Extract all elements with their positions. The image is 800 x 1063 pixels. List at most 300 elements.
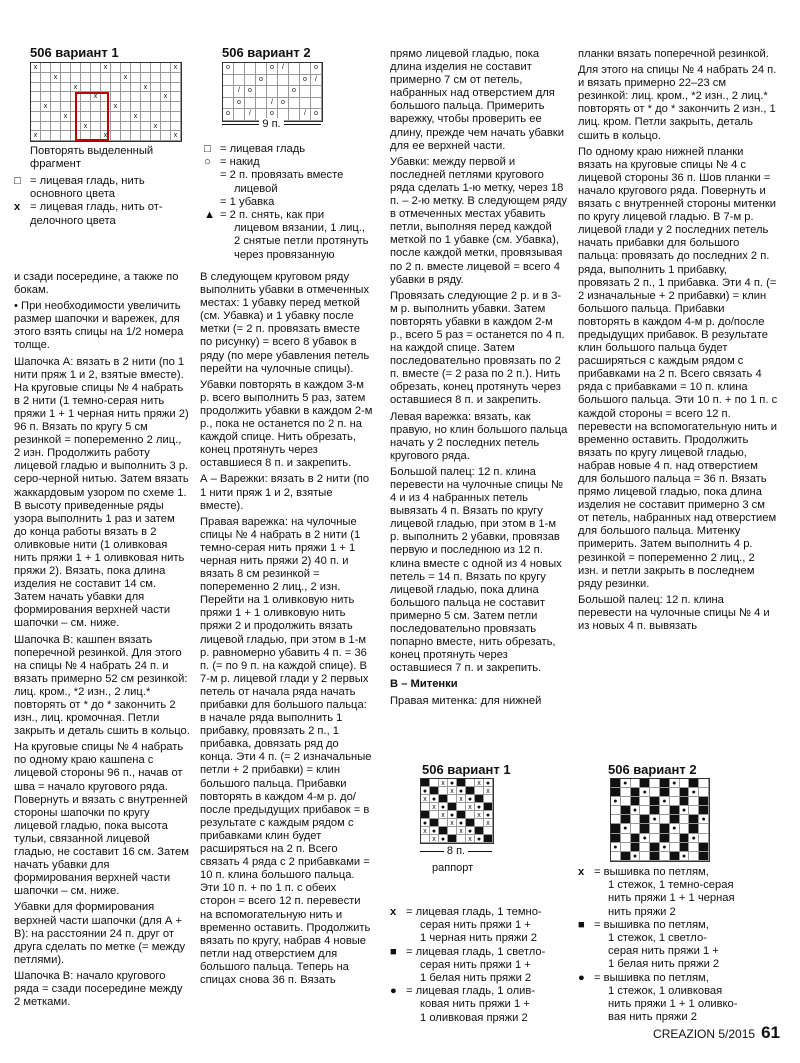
chart-cell bbox=[621, 806, 631, 815]
chart-cell bbox=[680, 824, 690, 833]
chart-cell bbox=[421, 803, 430, 811]
chart-cell bbox=[51, 83, 61, 93]
chart-cell bbox=[121, 63, 131, 73]
chart-cell bbox=[289, 109, 300, 121]
chart-cell bbox=[650, 779, 660, 788]
chart-cell bbox=[111, 131, 121, 141]
chart-cell: ● bbox=[621, 779, 631, 788]
chart-cell bbox=[171, 112, 181, 122]
chart-cell: ● bbox=[680, 852, 690, 861]
text-column-3: прямо лицевой гладью, пока длина изделия не составит примерно 7 см от петель, набранных над отверстием для большого пальца. Примерить варежку, чтобы проверить ее длину, прежде чем начать убавки для ее верхней части. Убавки: между первой и последней петлями кругового ряда сделать 1-ю метку, через 18 п. – 2-ю метку. В следующем ряду в отмеченных местах убавить петли, выполняя перед каждой меткой по 1 убавке (см. Убавка), после каждой метки, провязывая по 2 п. вместе лицевой = всего 4 убавки в ряду. Провязать следующие 2 р. и в 3-м р. выполнить убавки. Затем повторять убавки в каждом 2-м р., всего 5 раз = останется по 4 п. на каждой спице. Затем последовательно провязать по 2 п. вместе (= 2 раза по 2 п.). Нить обрезать, конец протянуть через оставшиеся 8 п. и закрепить. Левая варежка: вязать, как правую, но клин большого пальца начать у 2 последних петель кругового ряда. Большой палец: 12 п. клина перевести на чулочные спицы № 4 и из 4 набранных петель вывязать 4 п. Вязать по кругу лицевой гладью, при этом в 1-м р. выполнить 2 убавки, провязав первую и последнюю из 12 п. клина вместе с одной из 4 новых петель = 14 п. Вязать по кругу лицевой гладью, пока длина большого пальца не составит примерно 5 см. Затем петли последовательно провязать попарно вместе, нить обрезать, конец протянуть через оставшиеся 7 п. и закрепить. В – Митенки Правая митенка: для нижней bbox=[390, 48, 568, 707]
chart-cell: x bbox=[161, 92, 171, 102]
chart-cell: x bbox=[61, 112, 71, 122]
chart-cell bbox=[234, 109, 245, 121]
chart-cell: o bbox=[289, 86, 300, 98]
chart-cell bbox=[141, 63, 151, 73]
chart-cell bbox=[111, 63, 121, 73]
chart-cell bbox=[421, 811, 430, 819]
chart-cell bbox=[41, 73, 51, 83]
chart-cell: x bbox=[131, 112, 141, 122]
chart-cell: x bbox=[448, 819, 457, 827]
chart-cell bbox=[457, 835, 466, 843]
chart-cell bbox=[51, 131, 61, 141]
chart-cell bbox=[611, 852, 621, 861]
chart-cell: o bbox=[311, 109, 322, 121]
chart-cell: / bbox=[234, 86, 245, 98]
chart-cell bbox=[61, 122, 71, 132]
chart-cell bbox=[289, 75, 300, 87]
chart-cell: ● bbox=[689, 834, 699, 843]
chart-cell bbox=[171, 92, 181, 102]
chart3-grid bbox=[420, 778, 494, 844]
chart-cell bbox=[650, 834, 660, 843]
chart-cell bbox=[457, 779, 466, 787]
chart-cell bbox=[430, 819, 439, 827]
chart-cell: ● bbox=[680, 806, 690, 815]
chart-cell bbox=[699, 806, 709, 815]
chart-cell: ● bbox=[439, 835, 448, 843]
chart-cell bbox=[151, 102, 161, 112]
chart-cell bbox=[141, 112, 151, 122]
chart-cell: x bbox=[171, 63, 181, 73]
chart-cell: ● bbox=[430, 827, 439, 835]
chart-cell: / bbox=[245, 109, 256, 121]
chart-cell: ● bbox=[699, 815, 709, 824]
chart-cell bbox=[621, 834, 631, 843]
chart-cell: ● bbox=[421, 819, 430, 827]
chart-cell bbox=[300, 63, 311, 75]
chart-cell bbox=[611, 779, 621, 788]
chart-cell bbox=[61, 73, 71, 83]
chart2-span: 9 п. bbox=[222, 124, 321, 137]
chart-cell bbox=[171, 122, 181, 132]
chart-cell bbox=[611, 834, 621, 843]
chart-cell bbox=[111, 92, 121, 102]
chart-cell bbox=[670, 852, 680, 861]
chart-cell bbox=[131, 92, 141, 102]
chart-cell bbox=[51, 92, 61, 102]
chart-cell bbox=[223, 75, 234, 87]
chart-cell bbox=[611, 806, 621, 815]
page-number: 61 bbox=[761, 1023, 780, 1042]
chart-cell: / bbox=[267, 98, 278, 110]
chart-cell bbox=[475, 819, 484, 827]
chart-cell bbox=[61, 83, 71, 93]
chart-cell: x bbox=[71, 83, 81, 93]
chart-cell bbox=[41, 63, 51, 73]
chart-cell: x bbox=[121, 73, 131, 83]
chart-cell: x bbox=[421, 827, 430, 835]
chart-cell bbox=[31, 102, 41, 112]
chart-cell: ● bbox=[421, 787, 430, 795]
chart-cell bbox=[439, 795, 448, 803]
chart-cell bbox=[161, 73, 171, 83]
chart-cell bbox=[689, 779, 699, 788]
chart-cell bbox=[660, 779, 670, 788]
chart-cell: x bbox=[101, 63, 111, 73]
chart-cell bbox=[256, 98, 267, 110]
chart-cell: x bbox=[151, 122, 161, 132]
chart-cell bbox=[699, 779, 709, 788]
chart-cell: x bbox=[457, 827, 466, 835]
chart-cell bbox=[611, 788, 621, 797]
chart-cell: o bbox=[256, 75, 267, 87]
chart-cell bbox=[101, 83, 111, 93]
chart-cell bbox=[245, 98, 256, 110]
chart-cell: ● bbox=[650, 815, 660, 824]
chart-cell bbox=[439, 787, 448, 795]
chart-cell bbox=[223, 86, 234, 98]
chart-cell bbox=[448, 835, 457, 843]
chart-cell bbox=[161, 63, 171, 73]
chart-cell bbox=[91, 83, 101, 93]
chart-cell bbox=[631, 815, 641, 824]
chart-cell bbox=[151, 63, 161, 73]
chart-cell bbox=[466, 779, 475, 787]
chart-cell bbox=[41, 83, 51, 93]
chart-cell bbox=[680, 779, 690, 788]
chart-cell bbox=[151, 73, 161, 83]
chart-cell: ● bbox=[660, 843, 670, 852]
chart-cell: x bbox=[41, 102, 51, 112]
chart-cell bbox=[475, 827, 484, 835]
chart-cell bbox=[151, 131, 161, 141]
chart-cell: x bbox=[421, 795, 430, 803]
chart-cell bbox=[689, 815, 699, 824]
chart-cell bbox=[278, 75, 289, 87]
chart-cell: / bbox=[311, 75, 322, 87]
chart-cell: ● bbox=[631, 806, 641, 815]
chart-cell: x bbox=[101, 131, 111, 141]
chart-cell bbox=[267, 86, 278, 98]
chart-cell bbox=[41, 112, 51, 122]
chart-cell: ● bbox=[660, 797, 670, 806]
chart3-legend: x = лицевая гладь, 1 темно- серая нить пряжи 1 + 1 черная нить пряжи 2 ■ = лицевая гладь, 1 светло- серая нить пряжи 1 + 1 белая нить пряжи 2 ● = лицевая гладь, 1 олив- ковая нить пряжи 1 + 1 оливковая пряжи 2 bbox=[390, 906, 546, 1024]
chart-cell bbox=[51, 63, 61, 73]
chart-cell bbox=[448, 827, 457, 835]
legend-symbol: x bbox=[14, 201, 21, 214]
chart-cell bbox=[41, 92, 51, 102]
chart-cell bbox=[650, 843, 660, 852]
chart-cell bbox=[141, 92, 151, 102]
chart-cell: x bbox=[171, 131, 181, 141]
chart-cell bbox=[689, 843, 699, 852]
chart-cell bbox=[689, 824, 699, 833]
chart-cell bbox=[466, 811, 475, 819]
chart-cell bbox=[245, 63, 256, 75]
chart-cell: o bbox=[223, 63, 234, 75]
chart-cell: ● bbox=[457, 819, 466, 827]
chart2-title: 506 вариант 2 bbox=[222, 45, 311, 60]
chart-cell bbox=[234, 75, 245, 87]
chart-cell bbox=[151, 83, 161, 93]
chart-cell: x bbox=[475, 779, 484, 787]
chart-cell: ● bbox=[670, 824, 680, 833]
page-footer bbox=[653, 1023, 780, 1043]
chart-cell bbox=[631, 797, 641, 806]
chart-cell bbox=[71, 73, 81, 83]
chart-cell bbox=[121, 102, 131, 112]
chart-cell bbox=[171, 83, 181, 93]
chart-cell: x bbox=[457, 795, 466, 803]
chart-cell: o bbox=[300, 75, 311, 87]
chart-cell bbox=[631, 843, 641, 852]
chart-cell bbox=[448, 803, 457, 811]
chart-cell bbox=[660, 815, 670, 824]
chart-cell bbox=[81, 73, 91, 83]
chart-cell bbox=[640, 797, 650, 806]
chart-cell bbox=[457, 803, 466, 811]
chart-cell bbox=[131, 131, 141, 141]
chart-cell bbox=[91, 63, 101, 73]
chart-cell bbox=[660, 788, 670, 797]
chart-cell bbox=[121, 92, 131, 102]
chart-cell bbox=[484, 795, 493, 803]
chart-cell bbox=[256, 63, 267, 75]
chart-cell bbox=[670, 843, 680, 852]
chart-cell bbox=[111, 73, 121, 83]
chart-cell bbox=[430, 787, 439, 795]
chart-cell: x bbox=[439, 779, 448, 787]
chart-cell bbox=[466, 819, 475, 827]
chart-cell bbox=[448, 795, 457, 803]
chart-cell bbox=[31, 83, 41, 93]
chart-cell: ● bbox=[689, 788, 699, 797]
chart-cell bbox=[457, 811, 466, 819]
chart-cell bbox=[699, 852, 709, 861]
chart-cell bbox=[660, 824, 670, 833]
chart-cell: x bbox=[484, 819, 493, 827]
chart-cell bbox=[680, 834, 690, 843]
chart-cell: x bbox=[141, 83, 151, 93]
chart-cell bbox=[121, 83, 131, 93]
chart4-legend: x = вышивка по петлям, 1 стежок, 1 темно-серая нить пряжи 1 + 1 черная нить пряжи 2 ■ = вышивка по петлям, 1 стежок, 1 светло- серая нить пряжи 1 + 1 белая нить пряжи 2 ● = вышивка по петлям, 1 стежок, 1 оливковая нить пряжи 1 + 1 оливко- вая нить пряжи 2 bbox=[578, 866, 738, 1024]
chart-cell bbox=[421, 835, 430, 843]
chart-cell bbox=[141, 122, 151, 132]
chart-cell: ● bbox=[640, 788, 650, 797]
chart-cell: ● bbox=[631, 852, 641, 861]
chart-cell bbox=[640, 843, 650, 852]
chart-cell bbox=[650, 806, 660, 815]
chart-cell bbox=[161, 83, 171, 93]
chart-cell: ● bbox=[466, 827, 475, 835]
chart1-legend: □ = лицевая гладь, нить основного цвета x = лицевая гладь, нить от- делочного цвета bbox=[14, 175, 163, 227]
chart-cell bbox=[234, 63, 245, 75]
chart-cell bbox=[51, 102, 61, 112]
magazine-name: CREAZION 5/2015 bbox=[653, 1027, 756, 1041]
chart-cell bbox=[680, 797, 690, 806]
chart-cell bbox=[640, 806, 650, 815]
chart-cell bbox=[171, 73, 181, 83]
chart-cell bbox=[621, 852, 631, 861]
chart-cell bbox=[121, 122, 131, 132]
chart-cell bbox=[699, 834, 709, 843]
chart-cell: ● bbox=[611, 797, 621, 806]
chart-cell bbox=[699, 788, 709, 797]
chart-cell bbox=[699, 824, 709, 833]
chart-cell bbox=[121, 131, 131, 141]
chart-cell bbox=[91, 73, 101, 83]
chart-cell: / bbox=[278, 63, 289, 75]
chart-cell bbox=[650, 797, 660, 806]
chart-cell bbox=[670, 834, 680, 843]
chart-cell bbox=[223, 98, 234, 110]
chart-cell bbox=[631, 824, 641, 833]
legend-symbol: □ bbox=[14, 175, 21, 187]
chart-cell bbox=[51, 112, 61, 122]
chart-cell bbox=[151, 92, 161, 102]
chart1-title: 506 вариант 1 bbox=[30, 45, 119, 60]
chart-cell bbox=[267, 75, 278, 87]
chart-cell: x bbox=[448, 787, 457, 795]
chart-cell bbox=[466, 787, 475, 795]
chart-cell bbox=[111, 112, 121, 122]
chart-cell bbox=[670, 797, 680, 806]
chart-cell bbox=[439, 819, 448, 827]
chart-cell bbox=[151, 112, 161, 122]
chart-cell bbox=[484, 835, 493, 843]
chart-cell bbox=[680, 843, 690, 852]
chart-cell: x bbox=[466, 803, 475, 811]
chart-cell bbox=[660, 806, 670, 815]
chart-cell bbox=[131, 63, 141, 73]
chart-cell: ● bbox=[484, 811, 493, 819]
chart1-caption: Повторять выделенный фрагмент bbox=[30, 145, 154, 171]
chart-cell bbox=[689, 852, 699, 861]
chart3-title: 506 вариант 1 bbox=[422, 762, 511, 777]
chart-cell bbox=[699, 843, 709, 852]
chart-cell bbox=[699, 797, 709, 806]
text-column-2: В следующем круговом ряду выполнить убавки в отмеченных местах: 1 убавку перед меткой (см. Убавка) и 1 убавку после метки (= 2 п. провязать вместе по рисунку) = всего 8 убавок в ряду (по мере убавления петель перейти на чулочные спицы). Убавки повторять в каждом 3-м р. всего выполнить 5 раз, затем продолжить убавки в каждом 2-м р., пока не останется по 2 п. на каждой спице. Нить обрезать, конец протянуть через оставшиеся 8 п. и закрепить. А – Варежки: вязать в 2 нити (по 1 нити пряж 1 и 2, взятые вместе). Правая варежка: на чулочные спицы № 4 набрать в 2 нити (1 темно-серая нить пряжи 1 + 1 черная нить пряжи 2) 40 п. и вязать 8 см резинкой = попеременно 2 лиц., 2 изн. Перейти на 1 оливковую нить пряжи 1 + 1 оливковую нить пряжи 2 и продолжить вязать лицевой гладью, при этом в 1-м р. равномерно убавить 4 п. = 36 п. (= по 9 п. на каждой спице). В 7-м р. лицевой глади у 2 первых петель от начала ряда начать прибавки для большого пальца: в начале ряда выполнить 1 прибавку, провязать 2 п., 1 прибавка, довязать ряд до конца. Эти 4 п. (= 2 изначальные петли + 2 прибавки) = клин большого пальца. Прибавки повторять в каждом 4-м р. до/после предыдущих прибавок = в результате с каждым рядом с прибавками клин будет расширяться на 2 п. Всего связать 4 ряда с 2 прибавками = 10 п. клина большого пальца. Эти 10 п. + по 1 п. с обеих сторон = всего 12 п. перевести на вспомогательную нить и временно оставить. Продолжить вязать по кругу, набрав 4 новые петли над отверстием для большого пальца. Теперь на спицах снова 36 п. Вязать bbox=[200, 271, 373, 986]
text-column-4: планки вязать поперечной резинкой. Для этого на спицы № 4 набрать 24 п. и вязать примерно 22–23 см резинкой: лиц. кром., *2 изн., 2 лиц.* повторять от * до * закончить 2 изн., 1 лиц. кром. Петли закрыть, деталь сшить в кольцо. По одному краю нижней планки вязать на круговые спицы № 4 с лицевой стороны 36 п. Шов планки = начало кругового ряда. Повернуть и вязать с внутренней стороны митенки по кругу лицевой гладью. В 7-м р. лицевой глади у 2 последних петель начать прибавки для большого пальца: провязать до последних 2 п. ряда, выполнить 1 прибавку, провязать 2 п., 1 прибавка. Эти 4 п. (= 2 изначальные + 2 прибавки) = клин большого пальца. Прибавки повторять в каждом 4-м р. до/после предыдущих прибавок. В результате клин большого пальца будет расширяться с каждым рядом с прибавками на 2 п. Всего связать 4 ряда с прибавками = 10 п. клина большого пальца. Эти 10 п. + по 1 п. с каждой стороны = всего 12 п. перевести на вспомогательную нить и временно оставить. Продолжить вязать по кругу лицевой гладью, набрав новые 4 п. над отверстием для большого пальца = 36 п. Вязать прямо лицевой гладью, пока длина изделия не составит примерно 3 см от петель, набранных над отверстием для большого пальца. Митенку примерить. Затем выполнить 4 р. резинкой = попеременно 2 лиц., 2 изн. и петли закрыть в последнем ряду резинки. Большой палец: 12 п. клина перевести на чулочные спицы № 4 и из новых 4 п. вывязать bbox=[578, 48, 778, 633]
chart-cell: x bbox=[439, 811, 448, 819]
chart1-highlight bbox=[75, 92, 109, 141]
chart-cell: ● bbox=[448, 779, 457, 787]
chart-cell: x bbox=[475, 811, 484, 819]
chart4-title: 506 вариант 2 bbox=[608, 762, 697, 777]
chart-cell bbox=[650, 788, 660, 797]
chart-cell: x bbox=[111, 102, 121, 112]
chart-cell bbox=[300, 98, 311, 110]
chart-cell bbox=[621, 815, 631, 824]
chart4-grid bbox=[610, 778, 710, 862]
chart-cell bbox=[611, 824, 621, 833]
chart2-grid bbox=[222, 62, 323, 122]
chart-cell bbox=[31, 112, 41, 122]
chart-cell bbox=[421, 779, 430, 787]
chart-cell: x bbox=[31, 131, 41, 141]
chart-cell: ● bbox=[466, 795, 475, 803]
chart-cell: ● bbox=[457, 787, 466, 795]
chart-cell: ● bbox=[475, 835, 484, 843]
chart-cell: x bbox=[51, 73, 61, 83]
chart-cell bbox=[670, 788, 680, 797]
chart-cell: ● bbox=[621, 824, 631, 833]
chart-cell: x bbox=[484, 787, 493, 795]
chart-cell bbox=[141, 131, 151, 141]
chart-cell bbox=[61, 63, 71, 73]
chart-cell: ● bbox=[640, 834, 650, 843]
chart-cell bbox=[640, 824, 650, 833]
chart-cell bbox=[278, 86, 289, 98]
chart-cell bbox=[621, 788, 631, 797]
chart-cell bbox=[245, 75, 256, 87]
chart-cell bbox=[430, 779, 439, 787]
chart-cell bbox=[660, 852, 670, 861]
chart-cell bbox=[660, 834, 670, 843]
chart-cell bbox=[111, 122, 121, 132]
chart-cell bbox=[484, 827, 493, 835]
chart-cell bbox=[670, 806, 680, 815]
chart-cell bbox=[81, 83, 91, 93]
chart-cell bbox=[621, 843, 631, 852]
chart-cell: x bbox=[430, 803, 439, 811]
chart-cell: x bbox=[91, 92, 101, 102]
chart-cell bbox=[475, 795, 484, 803]
chart-cell bbox=[71, 63, 81, 73]
chart-cell bbox=[640, 779, 650, 788]
text-column-1: и сзади посередине, а также по бокам. • При необходимости увеличить размер шапочки и варежек, для этого взять спицы на 1/2 номера толще. Шапочка А: вязать в 2 нити (по 1 нити пряж 1 и 2, взятые вместе). На круговые спицы № 4 набрать в 2 нити (1 темно-серая нить пряжи 1 + 1 черная нить пряжи 2) 96 п. Вязать по кругу 5 см резинкой = попеременно 2 лиц., 2 изн. Продолжить работу лицевой гладью и выполнить 3 р. серо-черной нитью. Затем вязать жаккардовым узором по схеме 1. В высоту приведенные ряды узора выполнить 1 раз и затем до конца работы вязать в 2 оливковые нити (1 оливковая нить пряжи 1 + 1 оливковая нить пряжи 2). Вязать, пока длина изделия не составит 14 см. Затем начать убавки для формирования верхней части шапочки – см. ниже. Шапочка В: кашпен вязать поперечной резинкой. Для этого на спицы № 4 набрать 24 п. и вязать примерно 52 см резинкой: лиц. кром., *2 изн., 2 лиц.* повторять от * до * закончить 2 изн., лиц. кромочная. Петли закрыть и деталь сшить в кольцо. На круговые спицы № 4 набрать по одному краю кашпена с лицевой стороны 96 п., начав от шва = начало кругового ряда. Повернуть и вязать с внутренней стороны шапочки по кругу лицевой гладью, пока высота тульи, связанной лицевой гладью, не составит 16 см. Затем начать убавки для формирования верхней части шапочки – см. ниже. Убавки для формирования верхней части шапочки (для А + В): на расстоянии 24 п. друг от друга сделать по метке (= между петлями). Шапочка В: начало кругового ряда = сзади посередине между 2 метками. bbox=[14, 271, 190, 1009]
chart-cell bbox=[31, 92, 41, 102]
chart-cell: ● bbox=[448, 811, 457, 819]
chart-cell bbox=[289, 63, 300, 75]
chart-cell bbox=[300, 86, 311, 98]
chart-cell: o bbox=[234, 98, 245, 110]
chart-cell bbox=[311, 86, 322, 98]
chart-cell: ● bbox=[670, 779, 680, 788]
chart-cell bbox=[131, 122, 141, 132]
chart-cell bbox=[41, 131, 51, 141]
chart-cell: x bbox=[430, 835, 439, 843]
chart-cell bbox=[670, 815, 680, 824]
chart-cell: x bbox=[466, 835, 475, 843]
chart-cell bbox=[689, 806, 699, 815]
chart-cell bbox=[311, 98, 322, 110]
chart-cell: ● bbox=[475, 803, 484, 811]
chart-cell bbox=[141, 73, 151, 83]
chart-cell bbox=[631, 834, 641, 843]
chart-cell bbox=[631, 788, 641, 797]
chart-cell bbox=[256, 86, 267, 98]
chart-cell bbox=[631, 779, 641, 788]
chart-cell bbox=[141, 102, 151, 112]
chart-cell bbox=[289, 98, 300, 110]
chart-cell bbox=[131, 83, 141, 93]
chart-cell bbox=[680, 788, 690, 797]
chart-cell bbox=[131, 102, 141, 112]
chart-cell bbox=[439, 827, 448, 835]
chart-cell: x bbox=[81, 122, 91, 132]
chart-cell bbox=[161, 112, 171, 122]
chart-cell bbox=[171, 102, 181, 112]
chart-cell bbox=[161, 122, 171, 132]
chart-cell bbox=[640, 815, 650, 824]
chart-cell bbox=[475, 787, 484, 795]
chart-cell bbox=[621, 797, 631, 806]
chart-cell bbox=[640, 852, 650, 861]
chart-cell: ● bbox=[611, 843, 621, 852]
chart2-legend: □ = лицевая гладь ○ = накид = 2 п. провязать вместе лицевой = 1 убавка ▲ = 2 п. снять, как при лицевом вязании, 1 лиц., 2 снятые петли протянуть через провязанную bbox=[204, 143, 369, 261]
chart3-span: 8 п. bbox=[420, 851, 492, 864]
chart-cell bbox=[111, 83, 121, 93]
chart-cell bbox=[31, 122, 41, 132]
chart-cell bbox=[61, 102, 71, 112]
chart-cell bbox=[650, 852, 660, 861]
chart-cell: o bbox=[311, 63, 322, 75]
chart-cell: ● bbox=[430, 795, 439, 803]
chart-cell bbox=[161, 102, 171, 112]
chart-cell bbox=[689, 797, 699, 806]
